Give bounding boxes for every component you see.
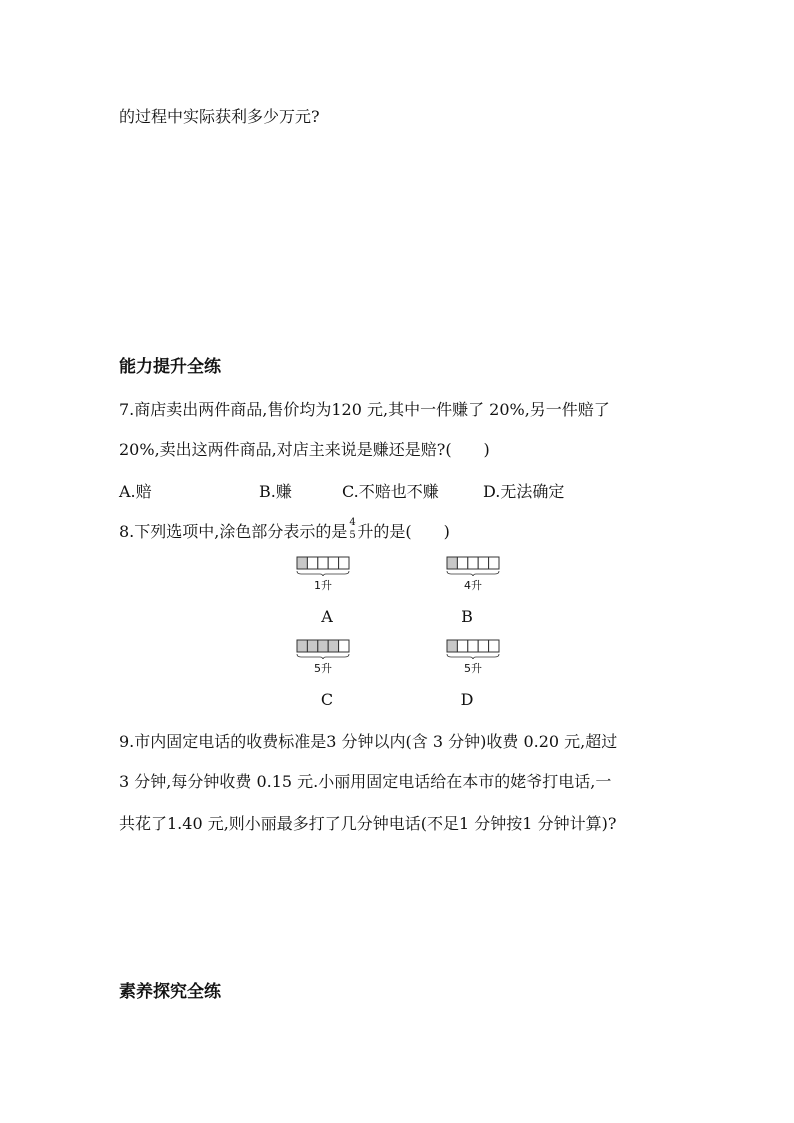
- q8-figure-c-letter: C: [320, 690, 334, 709]
- q8-figure-d-diagram: [446, 639, 500, 659]
- q8-figure-c-caption: 5升: [314, 662, 332, 675]
- q8-figure-b-letter: B: [461, 607, 473, 626]
- bar-cell: [318, 557, 328, 569]
- bar-cell: [447, 557, 457, 569]
- intro-line: 的过程中实际获利多少万元?: [119, 107, 320, 126]
- q7-option-d: D.无法确定: [483, 482, 565, 501]
- q8-text-after: 升的是( ): [357, 522, 450, 541]
- bar-cell: [468, 640, 478, 652]
- q8-figure-d: [446, 639, 506, 659]
- q8-fraction: [347, 517, 357, 543]
- bar-cell: [297, 640, 307, 652]
- bar-cell: [307, 557, 317, 569]
- q9-line2: 3 分钟,每分钟收费 0.15 元.小丽用固定电话给在本市的姥爷打电话,一: [119, 772, 612, 791]
- q8-text-before: 8.下列选项中,涂色部分表示的是: [119, 522, 348, 541]
- bar-cell: [457, 557, 467, 569]
- bar-cell: [447, 640, 457, 652]
- bar-cell: [468, 557, 478, 569]
- q8-question: [119, 517, 450, 543]
- bar-cell: [328, 557, 338, 569]
- bar-cell: [339, 557, 349, 569]
- bar-cell: [297, 557, 307, 569]
- brace: [447, 654, 499, 659]
- q7-option-c: C.不赔也不赚: [342, 482, 439, 501]
- q7-line1: 7.商店卖出两件商品,售价均为120 元,其中一件赚了 20%,另一件赔了: [119, 400, 610, 419]
- brace: [297, 654, 349, 659]
- brace: [447, 571, 499, 576]
- bar-cell: [489, 640, 499, 652]
- q8-frac-num: 4: [349, 517, 356, 528]
- section-heading-literacy: 素养探究全练: [119, 982, 221, 1002]
- q7-line2: 20%,卖出这两件商品,对店主来说是赚还是赔?( ): [119, 440, 490, 459]
- bar-cell: [328, 640, 338, 652]
- bar-cell: [478, 640, 488, 652]
- q8-figure-c: [296, 639, 356, 659]
- q8-figure-d-letter: D: [460, 690, 474, 709]
- q8-figure-d-caption: 5升: [464, 662, 482, 675]
- bar-cell: [318, 640, 328, 652]
- q8-figure-a-diagram: [296, 556, 350, 576]
- brace: [297, 571, 349, 576]
- q8-figure-b-caption: 4升: [464, 579, 482, 592]
- q9-line1: 9.市内固定电话的收费标准是3 分钟以内(含 3 分钟)收费 0.20 元,超过: [119, 732, 618, 751]
- q8-figure-b-diagram: [446, 556, 500, 576]
- q8-figure-a-caption: 1升: [314, 579, 332, 592]
- bar-cell: [307, 640, 317, 652]
- q8-figure-c-diagram: [296, 639, 350, 659]
- q7-option-b: B.赚: [259, 482, 292, 501]
- q8-frac-den: 5: [349, 530, 356, 541]
- q8-figure-a-letter: A: [321, 607, 333, 626]
- bar-cell: [339, 640, 349, 652]
- bar-cell: [457, 640, 467, 652]
- q7-option-a: A.赔: [119, 482, 152, 501]
- bar-cell: [489, 557, 499, 569]
- section-heading-ability: 能力提升全练: [119, 357, 221, 377]
- q8-figure-b: [446, 556, 506, 576]
- q9-line3: 共花了1.40 元,则小丽最多打了几分钟电话(不足1 分钟按1 分钟计算)?: [119, 814, 617, 833]
- q8-figure-a: [296, 556, 356, 576]
- bar-cell: [478, 557, 488, 569]
